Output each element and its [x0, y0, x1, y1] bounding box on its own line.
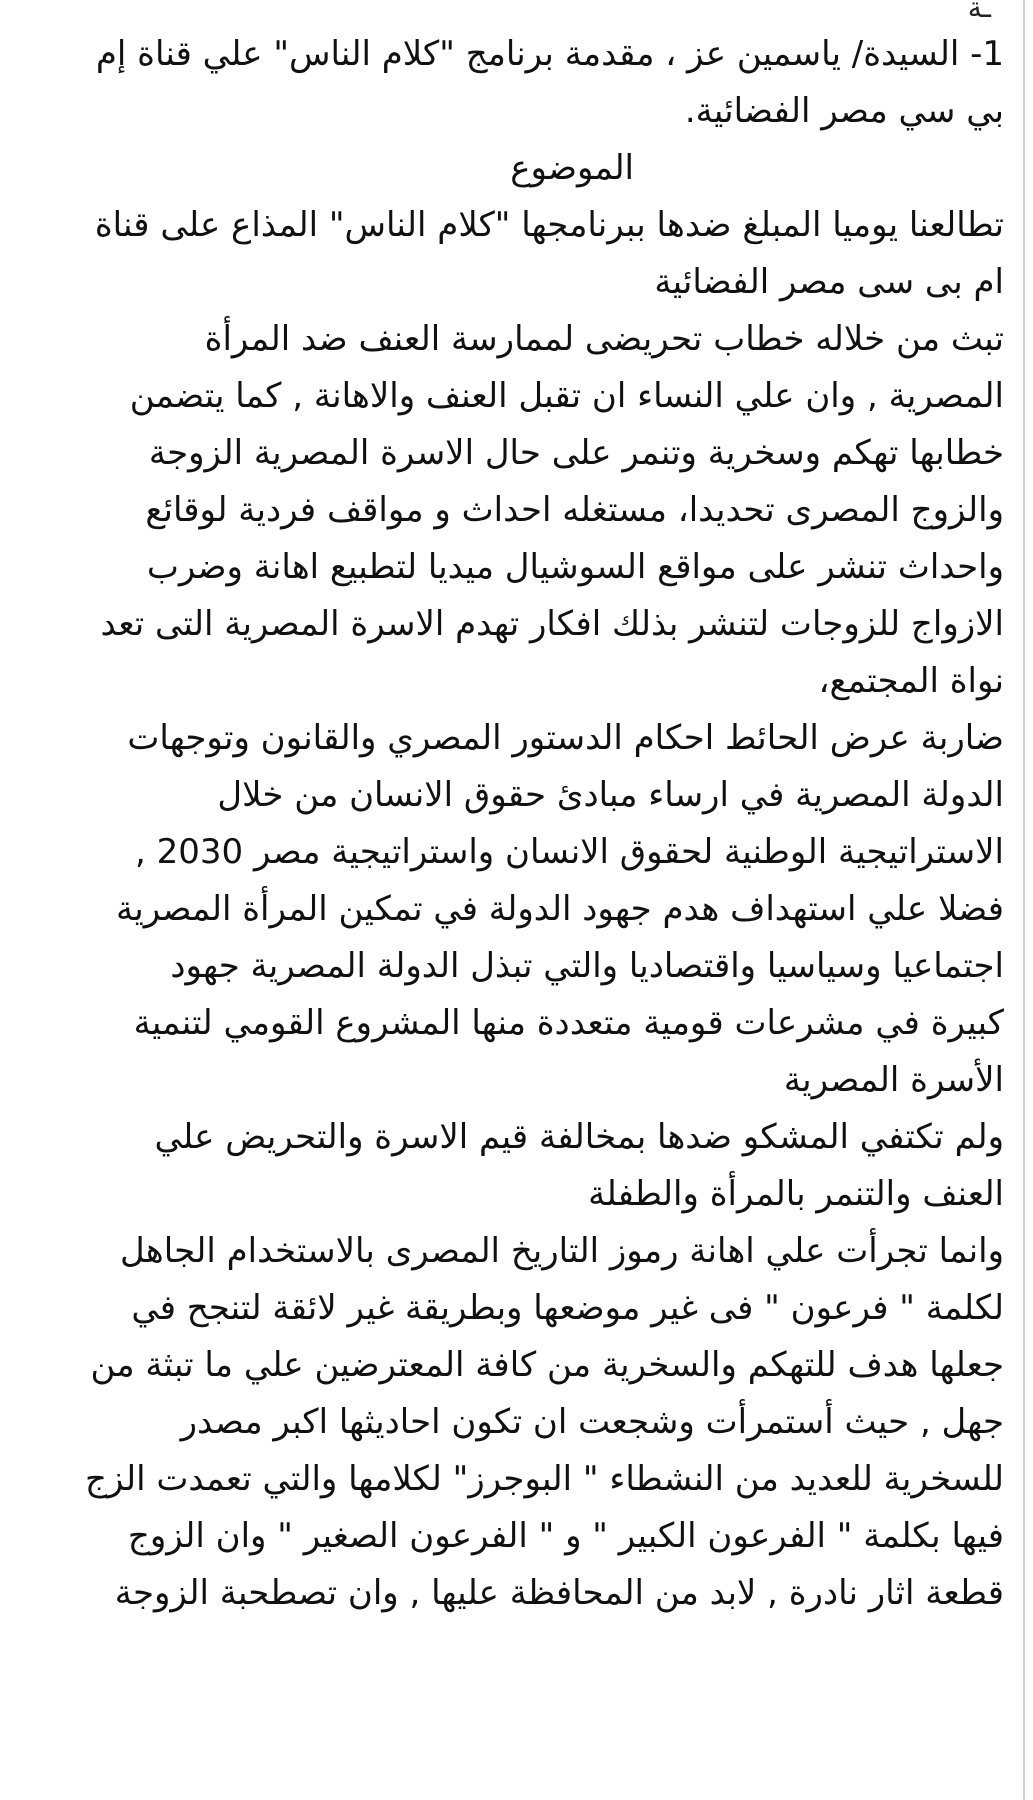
document-text-line: ضاربة عرض الحائط احكام الدستور المصري والقانون وتوجهات [127, 718, 1004, 758]
document-text-line: خطابها تهكم وسخرية وتنمر على حال الاسرة المصرية الزوجة [148, 433, 1004, 473]
document-text-line: 1- السيدة/ ياسمين عز ، مقدمة برنامج "كلام الناس" علي قناة إم [95, 34, 1004, 74]
document-text-line: ولم تكتفي المشكو ضدها بمخالفة قيم الاسرة والتحريض علي [154, 1117, 1004, 1157]
document-text-line: الاستراتيجية الوطنية لحقوق الانسان واستراتيجية مصر 2030 , [135, 832, 1004, 872]
document-text-line: فيها بكلمة " الفرعون الكبير " و " الفرعون الصغير " وان الزوج [127, 1516, 1004, 1556]
document-text-line: لكلمة " فرعون " فى غير موضعها وبطريقة غير لائقة لتنجح في [131, 1288, 1004, 1328]
document-text-line: الدولة المصرية في ارساء مبادئ حقوق الانسان من خلال [217, 775, 1004, 815]
previous-page-text-fragment: ـة [967, 0, 991, 24]
document-text-line: الازواج للزوجات لتنشر بذلك افكار تهدم الاسرة المصرية التى تعد [100, 604, 1004, 644]
document-text-line: واحداث تنشر على مواقع السوشيال ميديا لتطبيع اهانة وضرب [146, 547, 1004, 587]
document-text-line: فضلا علي استهداف هدم جهود الدولة في تمكين المرأة المصرية [116, 889, 1004, 929]
document-text-line: تبث من خلاله خطاب تحريضى لممارسة العنف ضد المرأة [204, 319, 1004, 359]
section-heading: الموضوع [510, 148, 634, 188]
document-text-line: اجتماعيا وسياسيا واقتصاديا والتي تبذل الدولة المصرية جهود [170, 946, 1004, 986]
document-text-line: جهل , حيث أستمرأت وشجعت ان تكون احاديثها اكبر مصدر [180, 1402, 1004, 1442]
document-body [34, 26, 1004, 1622]
document-text-line: الأسرة المصرية [783, 1060, 1004, 1100]
document-text-line: للسخرية للعديد من النشطاء " البوجرز" لكلامها والتي تعمدت الزج [85, 1459, 1004, 1499]
document-text-line: تطالعنا يوميا المبلغ ضدها ببرنامجها "كلام الناس" المذاع على قناة [94, 205, 1004, 245]
document-text-line: العنف والتنمر بالمرأة والطفلة [588, 1174, 1004, 1214]
document-text-line: والزوج المصرى تحديدا، مستغله احداث و مواقف فردية لوقائع [145, 490, 1004, 530]
document-text-line: نواة المجتمع، [818, 661, 1004, 701]
document-text-line: قطعة اثار نادرة , لابد من المحافظة عليها , وان تصطحبة الزوجة [114, 1573, 1004, 1613]
document-text-line: بي سي مصر الفضائية. [684, 91, 1004, 131]
page-edge-divider [1023, 0, 1025, 1800]
document-text-line: المصرية , وان علي النساء ان تقبل العنف والاهانة , كما يتضمن [129, 376, 1004, 416]
document-text-line: جعلها هدف للتهكم والسخرية من كافة المعترضين علي ما تبثة من [90, 1345, 1004, 1385]
document-text-line: وانما تجرأت علي اهانة رموز التاريخ المصرى بالاستخدام الجاهل [120, 1231, 1004, 1271]
document-text-line: ام بى سى مصر الفضائية [654, 262, 1004, 302]
document-text-line: كبيرة في مشرعات قومية متعددة منها المشروع القومي لتنمية [133, 1003, 1004, 1043]
